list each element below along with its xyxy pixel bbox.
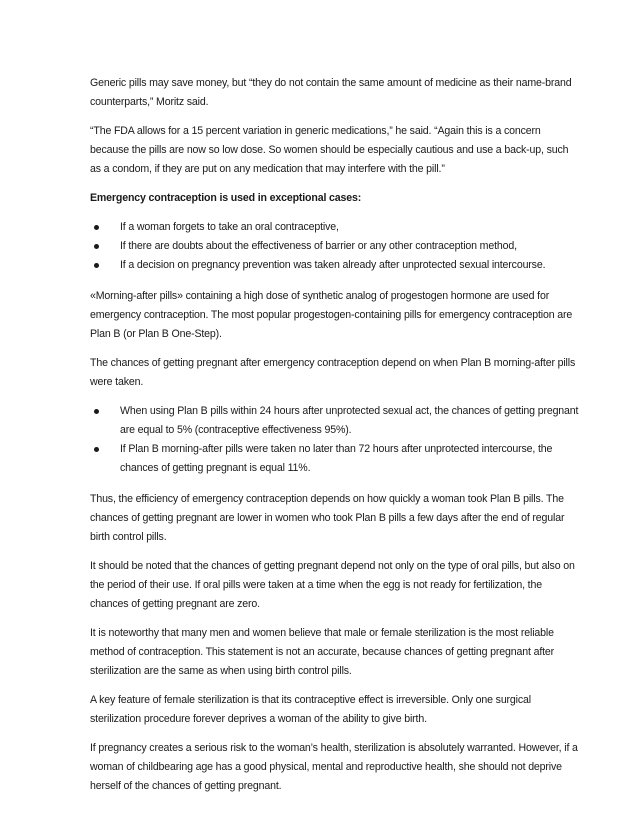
list-item <box>90 237 580 256</box>
list-item-text: If a woman forgets to take an oral contraceptive, <box>120 221 339 233</box>
bullet-list-emergency-cases <box>90 218 580 275</box>
paragraph-health-risk: If pregnancy creates a serious risk to the woman’s health, sterilization is absolutely warranted. However, if a woman of childbearing age has a good physical, mental and reproductive health, she should not deprive herself of the chances of getting pregnant. <box>90 742 578 792</box>
paragraph-chances-timing: The chances of getting pregnant after emergency contraception depend on when Plan B morning-after pills were taken. <box>90 357 576 388</box>
list-item-text: When using Plan B pills within 24 hours after unprotected sexual act, the chances of getting pregnant are equal to 5% (contraceptive effectiveness 95%). <box>120 405 579 436</box>
paragraph-sterilization-belief: It is noteworthy that many men and women believe that male or female sterilization is the most reliable method of contraception. This statement is not an accurate, because chances of getting pregnant after sterilization are the same as when using birth control pills. <box>90 627 555 677</box>
list-item-text: If Plan B morning-after pills were taken no later than 72 hours after unprotected intercourse, the chances of getting pregnant is equal 11%. <box>120 443 553 474</box>
bullet-icon <box>94 447 99 452</box>
paragraph-type-and-period: It should be noted that the chances of getting pregnant depend not only on the type of oral pills, but also on the period of their use. If oral pills were taken at a time when the egg is not ready for fertilization, the chances of getting pregnant are zero. <box>90 560 575 610</box>
list-item <box>90 256 580 275</box>
bullet-list-plan-b <box>90 402 580 478</box>
bullet-icon <box>94 244 99 249</box>
bullet-icon <box>94 263 99 268</box>
list-item <box>90 402 580 440</box>
paragraph-efficiency: Thus, the efficiency of emergency contraception depends on how quickly a woman took Plan B pills. The chances of getting pregnant are lower in women who took Plan B pills a few days after the end of regular birth control pills. <box>90 493 565 543</box>
paragraph-morning-after: «Morning-after pills» containing a high dose of synthetic analog of progestogen hormone are used for emergency contraception. The most popular progestogen-containing pills for emergency contraception are Plan B (or Plan B One-Step). <box>90 290 573 340</box>
paragraph-fda-variation: “The FDA allows for a 15 percent variation in generic medications,” he said. “Again this is a concern because the pills are now so low dose. So women should be especially cautious and use a back-up, such as a condom, if they are put on any medication that may interfere with the pill.” <box>90 125 569 175</box>
list-item-text: If there are doubts about the effectiveness of barrier or any other contraception method, <box>120 240 517 252</box>
paragraph-irreversible: A key feature of female sterilization is that its contraceptive effect is irreversible. Only one surgical sterilization procedure forever deprives a woman of the ability to give birth. <box>90 694 531 725</box>
bullet-icon <box>94 409 99 414</box>
list-item <box>90 218 580 237</box>
bullet-icon <box>94 225 99 230</box>
list-item-text: If a decision on pregnancy prevention was taken already after unprotected sexual intercourse. <box>120 259 546 271</box>
section-heading-emergency: Emergency contraception is used in exceptional cases: <box>90 192 362 204</box>
list-item <box>90 440 580 478</box>
paragraph-generic-pills: Generic pills may save money, but “they do not contain the same amount of medicine as their name-brand counterparts,” Moritz said. <box>90 77 572 108</box>
